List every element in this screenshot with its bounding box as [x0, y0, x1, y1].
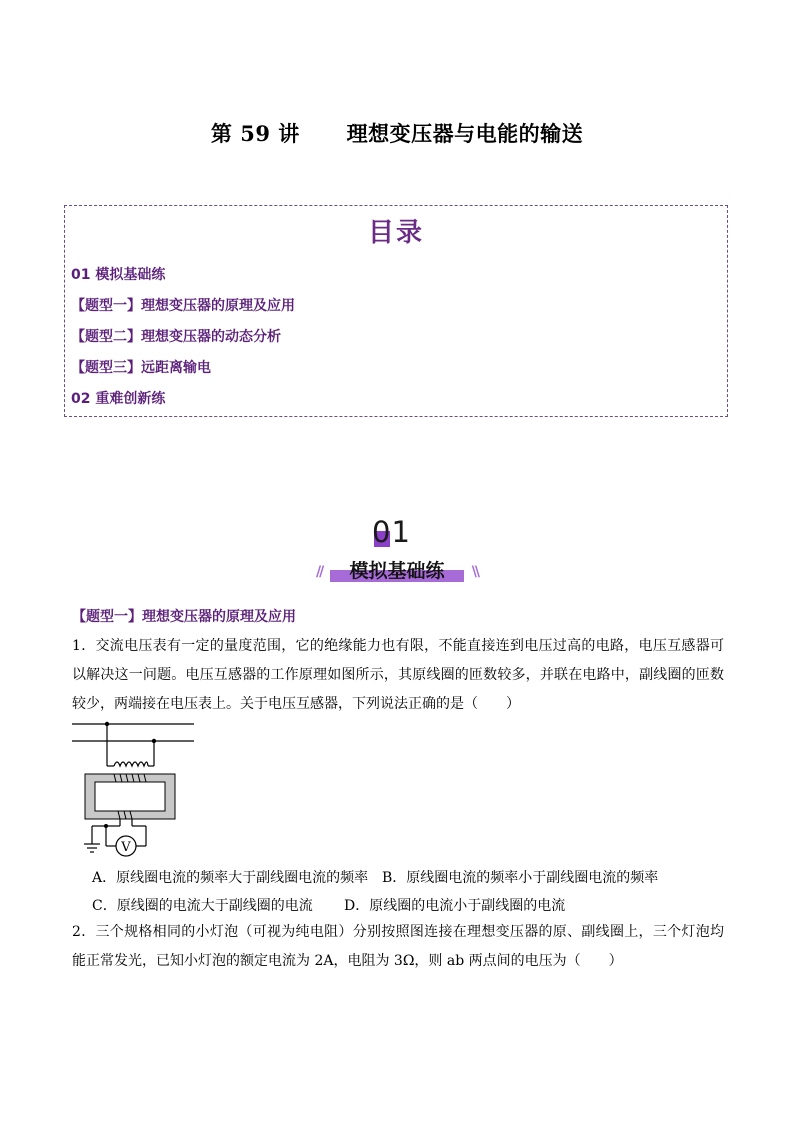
- voltage-transformer-diagram: [70, 716, 200, 868]
- option-d[interactable]: D．原线圈的电流小于副线圈的电流: [344, 898, 566, 914]
- toc-item-basic-practice[interactable]: 01 模拟基础练: [71, 267, 166, 283]
- option-a[interactable]: A．原线圈电流的频率大于副线圈电流的频率: [92, 870, 369, 886]
- right-slash-decoration: \\: [471, 564, 478, 580]
- left-slash-decoration: //: [316, 564, 323, 580]
- toc-item-advanced-practice[interactable]: 02 重难创新练: [71, 391, 166, 407]
- subsection-heading: 【题型一】理想变压器的原理及应用: [72, 609, 296, 625]
- option-c[interactable]: C．原线圈的电流大于副线圈的电流: [92, 898, 313, 914]
- section-title: 模拟基础练: [349, 560, 445, 582]
- transformer-core-window: [95, 782, 165, 811]
- section-number: 01: [372, 515, 411, 549]
- table-of-contents: [64, 205, 728, 417]
- voltmeter-label: V: [121, 840, 131, 855]
- question-2-text: 2．三个规格相同的小灯泡（可视为纯电阻）分别按照图连接在理想变压器的原、副线圈上，三个灯泡均能正常发光，已知小灯泡的额定电流为 2A，电阻为 3Ω，则 ab 两点间的电压为（ ）: [72, 924, 724, 969]
- section-title-banner: [310, 556, 484, 586]
- toc-heading: 目录: [367, 218, 424, 248]
- circuit-diagram-svg: [70, 716, 200, 864]
- toc-item-type-1[interactable]: 【题型一】理想变压器的原理及应用: [71, 298, 295, 314]
- document-title: 第 59 讲 理想变压器与电能的输送: [210, 121, 584, 146]
- question-1-text: 1．交流电压表有一定的量度范围，它的绝缘能力也有限，不能直接连到电压过高的电路，电压互感器可以解决这一问题。电压互感器的工作原理如图所示，其原线圈的匝数较多，并联在电路中，副线圈的匝数较少，两端接在电压表上。关于电压互感器，下列说法正确的是（ ）: [72, 638, 724, 712]
- toc-item-type-2[interactable]: 【题型二】理想变压器的动态分析: [71, 329, 281, 345]
- option-b[interactable]: B．原线圈电流的频率小于副线圈电流的频率: [382, 870, 659, 886]
- primary-coil: [114, 762, 148, 766]
- toc-item-type-3[interactable]: 【题型三】远距离输电: [71, 360, 211, 376]
- section-number-badge: [372, 515, 432, 555]
